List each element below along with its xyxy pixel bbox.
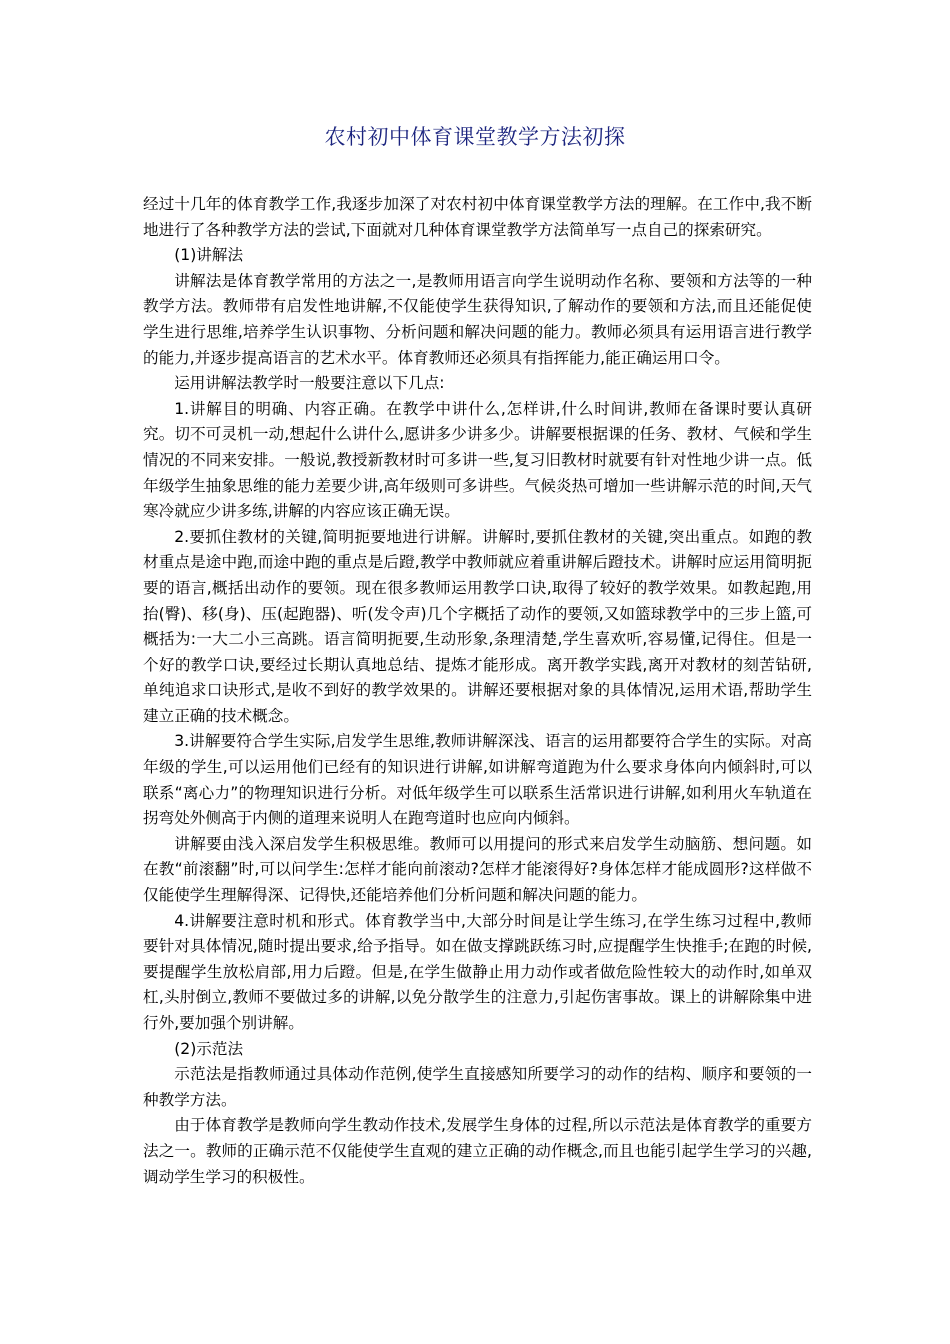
section-heading-lecture-method: (1)讲解法 (174, 246, 244, 265)
list-item-point-4: 4.讲解要注意时机和形式。体育教学当中,大部分时间是让学生练习,在学生练习过程中,教师要针对具体情况,随时提出要求,给予指导。如在做支撑跳跃练习时,应提醒学生快推手;在跑的时候,要提醒学生放松肩部,用力后蹬。但是,在学生做静止用力动作或者做危险性较大的动作时,如单双杠,头肘倒立,教师不要做过多的讲解,以免分散学生的注意力,引起伤害事故。课上的讲解除集中进行外,要加强个别讲解。 (143, 911, 812, 1032)
paragraph: 讲解法是体育教学常用的方法之一,是教师用语言向学生说明动作名称、要领和方法等的一种教学方法。教师带有启发性地讲解,不仅能使学生获得知识,了解动作的要领和方法,而且还能促使学生进行思维,培养学生认识事物、分析问题和解决问题的能力。教师必须具有运用语言进行教学的能力,并逐步提高语言的艺术水平。体育教师还必须具有指挥能力,能正确运用口令。 (143, 271, 812, 367)
paragraph: 示范法是指教师通过具体动作范例,使学生直接感知所要学习的动作的结构、顺序和要领的一种教学方法。 (143, 1065, 812, 1109)
list-item-point-3: 3.讲解要符合学生实际,启发学生思维,教师讲解深浅、语言的运用都要符合学生的实际。对高年级的学生,可以运用他们已经有的知识进行讲解,如讲解弯道跑为什么要求身体向内倾斜时,可以联系“离心力”的物理知识进行分析。对低年级学生可以联系生活常识进行讲解,如利用火车轨道在拐弯处外侧高于内侧的道理来说明人在跑弯道时也应向内倾斜。 (143, 732, 812, 828)
paragraph: 由于体育教学是教师向学生教动作技术,发展学生身体的过程,所以示范法是体育教学的重要方法之一。教师的正确示范不仅能使学生直观的建立正确的动作概念,而且也能引起学生学习的兴趣,调动学生学习的积极性。 (143, 1116, 812, 1186)
document-title: 农村初中体育课堂教学方法初探 (324, 125, 626, 149)
document-body (143, 192, 812, 1190)
section-heading-demonstration-method: (2)示范法 (174, 1039, 244, 1058)
paragraph: 讲解要由浅入深启发学生积极思维。教师可以用提问的形式来启发学生动脑筋、想问题。如在教“前滚翻”时,可以问学生:怎样才能向前滚动?怎样才能滚得好?身体怎样才能成圆形?这样做不仅能使学生理解得深、记得快,还能培养他们分析问题和解决问题的能力。 (143, 834, 812, 905)
paragraph-intro: 经过十几年的体育教学工作,我逐步加深了对农村初中体育课堂教学方法的理解。在工作中,我不断地进行了各种教学方法的尝试,下面就对几种体育课堂教学方法简单写一点自己的探索研究。 (143, 195, 812, 239)
list-item-point-1: 1.讲解目的明确、内容正确。在教学中讲什么,怎样讲,什么时间讲,教师在备课时要认真研究。切不可灵机一动,想起什么讲什么,愿讲多少讲多少。讲解要根据课的任务、教材、气候和学生情况的不同来安排。一般说,教授新教材时可多讲一些,复习旧教材时就要有针对性地少讲一点。低年级学生抽象思维的能力差要少讲,高年级则可多讲些。气候炎热可增加一些讲解示范的时间,天气寒冷就应少讲多练,讲解的内容应该正确无误。 (143, 399, 812, 521)
paragraph: 运用讲解法教学时一般要注意以下几点: (174, 374, 445, 393)
list-item-point-2: 2.要抓住教材的关键,简明扼要地进行讲解。讲解时,要抓住教材的关键,突出重点。如跑的教材重点是途中跑,而途中跑的重点是后蹬,教学中教师就应着重讲解后蹬技术。讲解时应运用简明扼要的语言,概括出动作的要领。现在很多教师运用教学口诀,取得了较好的教学效果。如教起跑,用抬(臀)、移(身)、压(起跑器)、听(发令声)几个字概括了动作的要领,又如篮球教学中的三步上篮,可概括为:一大二小三高跳。语言简明扼要,生动形象,条理清楚,学生喜欢听,容易懂,记得住。但是一个好的教学口诀,要经过长期认真地总结、提炼才能形成。离开教学实践,离开对教材的刻苦钻研,单纯追求口诀形式,是收不到好的教学效果的。讲解还要根据对象的具体情况,运用术语,帮助学生建立正确的技术概念。 (143, 527, 812, 725)
